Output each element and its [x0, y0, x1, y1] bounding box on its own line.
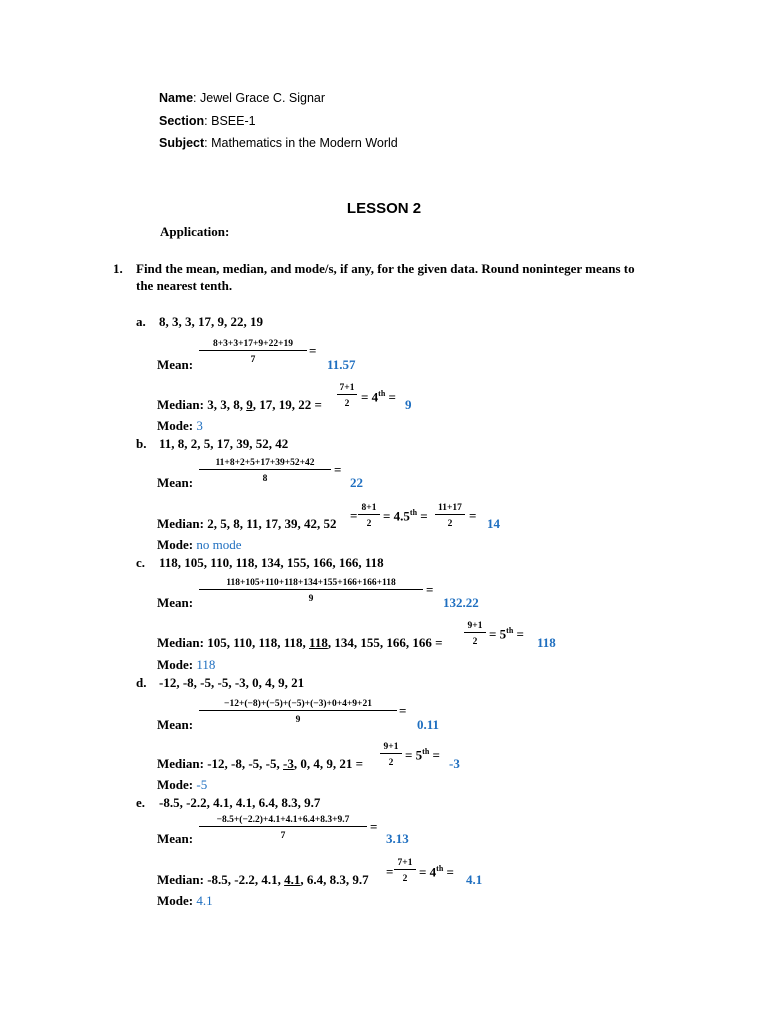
part-d-median-pre: Median: -12, -8, -5, -5, [157, 756, 284, 771]
part-a-position-result [361, 389, 396, 405]
part-c-position-result [489, 626, 524, 642]
name-label: Name [159, 91, 194, 105]
part-c-mode-label: Mode: [157, 657, 194, 672]
part-a-mean-answer: 11.57 [327, 357, 356, 372]
part-e-position-equals: = [443, 864, 454, 880]
part-a-position-denominator: 2 [344, 399, 350, 409]
part-d-median-post: , 0, 4, 9, 21 = [293, 756, 364, 771]
part-e-median-answer: 4.1 [466, 872, 483, 887]
part-e-position-fraction [394, 858, 416, 884]
part-d-mean-label: Mean: [157, 717, 194, 732]
part-b-equals-2: = [469, 508, 477, 523]
part-a-position-value: = 4 [361, 389, 379, 405]
part-b-mean-answer: 22 [350, 475, 363, 490]
part-c-median-answer: 118 [537, 635, 556, 650]
part-d-data: -12, -8, -5, -5, -3, 0, 4, 9, 21 [159, 675, 305, 690]
part-c-position-equals: = [513, 626, 524, 642]
part-a-mode-line [157, 418, 203, 434]
part-e-median-post: , 6.4, 8.3, 9.7 [300, 872, 369, 887]
part-e-position-suffix: th [436, 864, 444, 873]
part-a-mean-fraction [199, 339, 307, 365]
part-b-mode-answer: no mode [196, 537, 242, 552]
part-d-mode-answer: -5 [196, 777, 208, 792]
part-c-mean-denominator: 9 [308, 594, 314, 604]
part-b-position-fraction [358, 503, 380, 529]
part-c-mean-equals: = [426, 582, 434, 597]
part-b-mode-label: Mode: [157, 537, 194, 552]
part-c-mode-line [157, 657, 215, 673]
part-c-median-line [157, 635, 443, 651]
part-a-median-answer: 9 [405, 397, 412, 412]
part-d-mean-numerator: −12+(−8)+(−5)+(−5)+(−3)+0+4+9+21 [199, 699, 397, 711]
part-d-mean-answer: 0.11 [417, 717, 440, 732]
part-b-median-answer: 14 [487, 516, 500, 531]
section-line [159, 114, 256, 128]
part-b-position-numerator: 8+1 [358, 503, 380, 515]
subject-label: Subject [159, 136, 205, 150]
part-c-position-denominator: 2 [472, 637, 478, 647]
part-b-position-value: = 4.5 [383, 508, 410, 524]
part-d-letter: d. [136, 675, 147, 690]
part-b-mean-label: Mean: [157, 475, 194, 490]
part-a-position-fraction [337, 383, 357, 409]
part-c-position-fraction [464, 621, 486, 647]
part-c-mean-numerator: 118+105+110+118+134+155+166+166+118 [199, 578, 423, 590]
part-e-median-pre: Median: -8.5, -2.2, 4.1, [157, 872, 285, 887]
part-d-position-equals: = [429, 747, 440, 763]
part-b-mean-numerator: 11+8+2+5+17+39+52+42 [199, 458, 331, 470]
part-d-mode-line [157, 777, 207, 793]
part-a-median-line [157, 397, 322, 413]
part-a-position-suffix: th [378, 389, 386, 398]
part-e-mean-equals: = [370, 819, 378, 834]
part-e-mean-answer: 3.13 [386, 831, 409, 846]
part-b-average-numerator: 11+17 [435, 503, 465, 515]
subject-line [159, 136, 398, 150]
part-b-average-fraction [435, 503, 465, 529]
part-d-position-fraction [380, 742, 402, 768]
part-a-position-numerator: 7+1 [337, 383, 357, 395]
part-e-mode-label: Mode: [157, 893, 194, 908]
part-d-position-numerator: 9+1 [380, 742, 402, 754]
part-e-position-denominator: 2 [402, 874, 408, 884]
part-a-mode-answer: 3 [196, 418, 203, 433]
part-b-mean-equals: = [334, 462, 342, 477]
part-b-position-denominator: 2 [366, 519, 372, 529]
part-d-position-denominator: 2 [388, 758, 394, 768]
part-e-mean-denominator: 7 [280, 831, 286, 841]
part-b-position-suffix: th [409, 508, 418, 517]
part-e-data: -8.5, -2.2, 4.1, 4.1, 6.4, 8.3, 9.7 [159, 795, 321, 810]
part-b-position-equals: = [417, 508, 428, 524]
part-a-median-post: , 17, 19, 22 = [252, 397, 322, 412]
part-a-mean-label: Mean: [157, 357, 194, 372]
part-b-letter: b. [136, 436, 147, 451]
question-line-1: Find the mean, median, and mode/s, if any, for the given data. Round noninteger means to [136, 261, 635, 276]
part-a-mean-denominator: 7 [250, 355, 256, 365]
part-e-median-middle: 4.1 [284, 872, 301, 887]
part-e-mean-numerator: −8.5+(−2.2)+4.1+4.1+6.4+8.3+9.7 [199, 815, 367, 827]
part-e-mode-line [157, 893, 213, 909]
part-c-mean-label: Mean: [157, 595, 194, 610]
lesson-title: LESSON 2 [346, 200, 422, 217]
part-e-position-value: = 4 [419, 864, 437, 880]
section-label: Section [159, 114, 205, 128]
part-c-position-numerator: 9+1 [464, 621, 486, 633]
part-d-mean-equals: = [399, 703, 407, 718]
part-c-letter: c. [136, 555, 146, 570]
part-e-mean-fraction [199, 815, 367, 841]
part-d-mode-label: Mode: [157, 777, 194, 792]
part-c-median-pre: Median: 105, 110, 118, 118, [157, 635, 310, 650]
part-b-median-line: Median: 2, 5, 8, 11, 17, 39, 42, 52 [157, 516, 337, 531]
part-b-position-result [383, 508, 428, 524]
section-value: : BSEE-1 [204, 114, 256, 128]
part-a-median-pre: Median: 3, 3, 8, [157, 397, 247, 412]
part-c-mode-answer: 118 [196, 657, 216, 672]
part-c-median-middle: 118 [309, 635, 328, 650]
part-b-mean-fraction [199, 458, 331, 484]
part-b-data: 11, 8, 2, 5, 17, 39, 52, 42 [159, 436, 289, 451]
part-c-data: 118, 105, 110, 118, 134, 155, 166, 166, 118 [159, 555, 384, 570]
question-line-2: the nearest tenth. [136, 278, 233, 293]
part-e-position-result [419, 864, 454, 880]
part-a-median-middle: 9 [246, 397, 253, 412]
question-number: 1. [113, 261, 123, 276]
part-a-letter: a. [136, 314, 146, 329]
part-a-data: 8, 3, 3, 17, 9, 22, 19 [159, 314, 263, 329]
part-d-median-middle: -3 [283, 756, 294, 771]
part-d-position-suffix: th [422, 747, 430, 756]
part-e-median-line [157, 872, 369, 888]
part-e-mean-label: Mean: [157, 831, 194, 846]
part-d-position-result [405, 747, 440, 763]
part-b-mode-line [157, 537, 242, 553]
part-c-mean-answer: 132.22 [443, 595, 479, 610]
part-b-average-denominator: 2 [447, 519, 453, 529]
part-a-mode-label: Mode: [157, 418, 194, 433]
part-c-position-value: = 5 [489, 626, 507, 642]
part-d-median-line [157, 756, 363, 772]
part-d-position-value: = 5 [405, 747, 423, 763]
part-c-mean-fraction [199, 578, 423, 604]
part-d-mean-fraction [199, 699, 397, 725]
name-value: : Jewel Grace C. Signar [193, 91, 326, 105]
part-b-mean-denominator: 8 [262, 474, 268, 484]
part-a-mean-numerator: 8+3+3+17+9+22+19 [199, 339, 307, 351]
part-c-position-suffix: th [506, 626, 514, 635]
part-e-position-numerator: 7+1 [394, 858, 416, 870]
part-e-mode-answer: 4.1 [196, 893, 213, 908]
name-line [159, 91, 325, 105]
part-c-median-post: , 134, 155, 166, 166 = [327, 635, 443, 650]
part-e-equals-1: = [386, 864, 394, 879]
part-b-equals-1: = [350, 508, 358, 523]
application-label: Application: [160, 224, 230, 239]
part-d-mean-denominator: 9 [295, 715, 301, 725]
subject-value: : Mathematics in the Modern World [204, 136, 398, 150]
part-a-mean-equals: = [309, 343, 317, 358]
part-d-median-answer: -3 [449, 756, 460, 771]
part-a-position-equals: = [385, 389, 396, 405]
part-e-letter: e. [136, 795, 146, 810]
